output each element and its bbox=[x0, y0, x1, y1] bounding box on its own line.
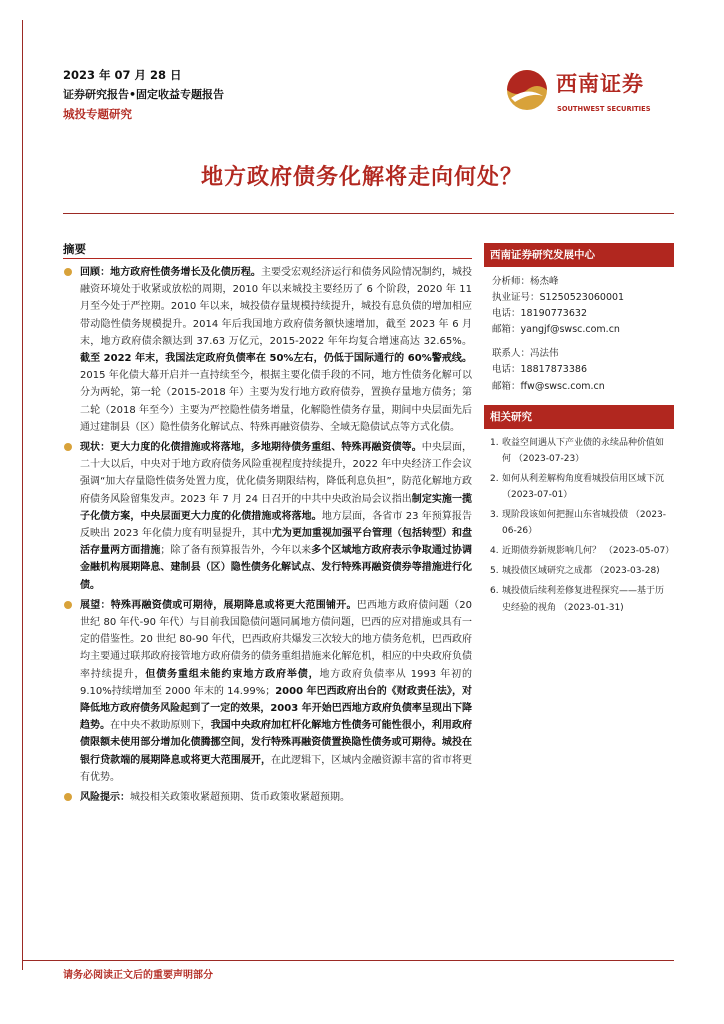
contact-line: 分析师：杨杰峰 bbox=[492, 276, 559, 287]
emphasis-text: 多个区域地方政府表示争取通过协调金融机构展期降息、建制县（区）隐性债务化解试点、发行特殊再融资债券等措施进行化债。 bbox=[80, 545, 473, 591]
abstract-divider bbox=[63, 258, 472, 259]
related-item[interactable] bbox=[490, 543, 675, 559]
related-item-text: 现阶段该如何把握山东省城投债 （2023-06-26） bbox=[502, 510, 667, 537]
logo-emblem-icon bbox=[503, 66, 551, 114]
emphasis-text: 截至 2022 年末，我国法定政府负债率在 50%左右，仍低于国际通行的 60%警戒线。 bbox=[80, 353, 472, 365]
emphasis-text: 风险提示： bbox=[80, 792, 130, 804]
emphasis-text: 展望：特殊再融资债或可期待，展期降息或将更大范围铺开。 bbox=[80, 599, 357, 611]
report-date: 2023 年 07 月 28 日 bbox=[63, 68, 182, 82]
title-divider bbox=[63, 213, 674, 214]
related-item-number: 4. bbox=[490, 546, 499, 557]
contact-spacer bbox=[492, 338, 674, 346]
bullet-icon bbox=[64, 268, 72, 276]
emphasis-text: 尤为更加重视加强平台管理（包括转型）和盘活存量两方面措施 bbox=[80, 528, 473, 557]
related-item-number: 1. bbox=[490, 437, 499, 448]
body-text: 主要受宏观经济运行和债务风险情况制约，城投融资环境处于收紧或放松的周期，2010 年以来城投主要经历了 6 个阶段，2020 年 11 月至今处于严控期。2010 年以来，城投债存量规模持续提升，城投有息负债的增加相应带动隐性债务规模提升。2014 年后我国地方政府债务额快速增加，截至 2023 年 6 月末，地方政府债余额达到 37.63 万亿元，2015-2022 年年均复合增速高达 32.65%。 bbox=[80, 267, 473, 347]
company-logo bbox=[503, 60, 678, 120]
related-item[interactable] bbox=[490, 507, 670, 539]
related-item[interactable] bbox=[490, 435, 670, 467]
body-text: 地方政府负债率从 1993 年初的 9.10%持续增加至 2000 年末的 14.99%； bbox=[80, 668, 473, 697]
emphasis-text: 我国中央政府加杠杆化解地方性债务可能性很小，利用政府债限额未使用部分增加化债腾挪空间，发行特殊再融资债置换隐性债务或可期待。城投在银行贷款端的展期降息或将更大范围展开， bbox=[80, 720, 473, 766]
body-text: 城投相关政策收紧超预期、货币政策收紧超预期。 bbox=[130, 792, 350, 804]
contact-line: 电话：18190773632 bbox=[492, 308, 587, 320]
body-text: 在此逻辑下，区域内金融资源丰富的省市将更有优势。 bbox=[80, 754, 472, 783]
logo-english-text: SOUTHWEST SECURITIES bbox=[557, 105, 651, 113]
report-title: 地方政府债务化解将走向何处？ bbox=[200, 165, 523, 190]
body-text: ；除了备有预算报告外，今年以来 bbox=[160, 545, 312, 557]
emphasis-text: 制定实施一揽子化债方案，中央层面更大力度的化债措施或将落地。 bbox=[80, 493, 472, 522]
body-text: 2015 年化债大幕开启并一直持续至今，根据主要化债手段的不同，地方性债务化解可以分为两轮，第一轮（2015-2018 年）主要为发行地方政府债券，置换存量地方债务；第二轮（2018 年至今）主要为严控隐性债务增量，化解隐性债务存量，期间中央层面先后通过建制县（区）隐性债务化解试点、特殊再融资债券、全域无隐债试点等方式化债。 bbox=[80, 370, 472, 433]
related-list bbox=[484, 429, 674, 616]
related-research bbox=[484, 405, 674, 616]
related-item-text: 如何从利差解构角度看城投信用区域下沉 （2023-07-01） bbox=[502, 473, 665, 500]
emphasis-text: 但债务重组未能约束地方政府举债， bbox=[145, 668, 320, 680]
related-item-text: 城投债区域研究之成都 （2023-03-28) bbox=[502, 566, 660, 577]
bullet-icon bbox=[64, 793, 72, 801]
contact-list bbox=[484, 267, 674, 395]
related-item-text: 近期债券新规影响几何？ （2023-05-07） bbox=[502, 546, 675, 557]
related-item-text: 收益空间遇从下产业债的永续品种价值如何 （2023-07-23） bbox=[502, 437, 665, 464]
abstract-paragraph bbox=[63, 264, 472, 436]
abstract-paragraph bbox=[63, 439, 472, 594]
related-item[interactable] bbox=[490, 563, 670, 579]
related-heading: 相关研究 bbox=[484, 405, 674, 429]
contact-line: 联系人：冯法伟 bbox=[492, 348, 559, 360]
body-text: 中央层面，二十大以后，中央对于地方政府债务风险重视程度持续提升，2022 年中央经济工作会议强调“加大存量隐性债务处置力度，优化债务期限结构，降低利息负担”，防范化解地方政府债务风险留集发声。2023 年 7 月 24 日召开的中共中央政治局会议指出 bbox=[80, 442, 473, 505]
abstract-body bbox=[63, 264, 472, 809]
footer-disclaimer: 请务必阅读正文后的重要声明部分 bbox=[63, 970, 213, 981]
related-item-number: 2. bbox=[490, 473, 499, 484]
contact-email[interactable]: 邮箱：yangjf@swsc.com.cn bbox=[492, 324, 620, 336]
emphasis-text: 回顾：地方政府性债务增长及化债历程。 bbox=[80, 267, 261, 278]
related-item-text: 城投债后续利差修复进程探究——基于历史经验的视角 （2023-01-31) bbox=[502, 586, 665, 613]
bullet-icon bbox=[64, 443, 72, 451]
contact-line: 电话：18817873386 bbox=[492, 364, 587, 376]
body-text: 巴西地方政府债问题（20 世纪 80 年代-90 年代）与目前我国隐债问题同属地方债问题，巴西的应对措施或具有一定的借鉴性。20 世纪 80-90 年代，巴西政府共爆发三次较大的地方债务危机，巴西政府均主要通过联邦政府接管地方政府债务的债务重组措施来化解危机，相应的中央政府负债率持续提升， bbox=[80, 599, 472, 680]
related-item-number: 5. bbox=[490, 566, 499, 577]
emphasis-text: 现状：更大力度的化债措施或将落地，多地期待债务重组、特殊再融资债等。 bbox=[80, 442, 422, 454]
report-type: 证券研究报告•固定收益专题报告 bbox=[63, 88, 225, 101]
contact-line: 执业证号：S1250523060001 bbox=[492, 292, 625, 304]
sidebar bbox=[484, 243, 674, 620]
body-text: 地方层面，各省市 23 年预算报告反映出 2023 年化债力度有明显提升，其中 bbox=[80, 510, 472, 540]
report-category: 城投专题研究 bbox=[63, 107, 132, 121]
abstract-paragraph bbox=[63, 789, 472, 806]
footer-divider bbox=[22, 960, 674, 961]
emphasis-text: 2000 年巴西政府出台的《财政责任法》，对降低地方政府债务风险起到了一定的效果，2003 年开始巴西地方政府负债率呈现出下降趋势。 bbox=[80, 685, 472, 732]
related-item[interactable] bbox=[490, 471, 670, 503]
logo-text: 西南证券 bbox=[556, 71, 644, 96]
related-item[interactable] bbox=[490, 583, 670, 615]
related-item-number: 3. bbox=[490, 510, 499, 521]
abstract-paragraph bbox=[63, 597, 472, 786]
contact-email[interactable]: 邮箱：ffw@swsc.com.cn bbox=[492, 380, 605, 392]
bullet-icon bbox=[64, 601, 72, 609]
body-text: 在中央不救助原则下， bbox=[110, 720, 211, 732]
related-item-number: 6. bbox=[490, 586, 499, 597]
team-heading: 西南证券研究发展中心 bbox=[484, 243, 674, 267]
abstract-heading: 摘要 bbox=[63, 242, 86, 256]
